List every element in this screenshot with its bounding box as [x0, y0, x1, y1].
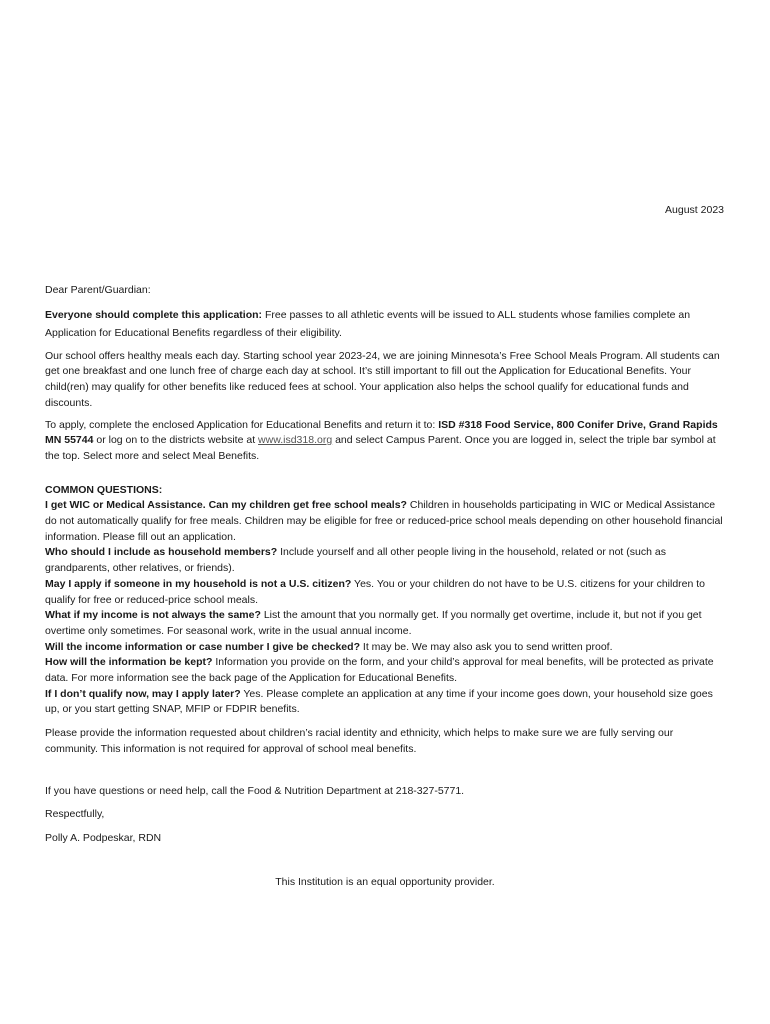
question-item	[45, 498, 725, 545]
question-text: If I don’t qualify now, may I apply later?	[45, 687, 241, 700]
district-website-link[interactable]: www.isd318.org	[258, 434, 333, 447]
apply-address: ISD #318 Food Service, 800 Conifer Drive, Grand Rapids MN 55744	[45, 418, 718, 447]
question-text: I get WIC or Medical Assistance. Can my children get free school meals?	[45, 499, 407, 512]
apply-text-3: and select Campus Parent. Once you are logged in, select the triple bar symbol at the top. Select more and select Meal Benefits.	[45, 434, 716, 462]
apply-text-1: To apply, complete the enclosed Application for Educational Benefits and return it to:	[45, 418, 439, 431]
question-item	[45, 640, 725, 656]
intro-paragraph	[45, 306, 725, 343]
intro-bold: Everyone should complete this application:	[45, 308, 263, 321]
question-item	[45, 545, 725, 576]
question-text: May I apply if someone in my household is not a U.S. citizen?	[45, 577, 352, 590]
intro-text: Free passes to all athletic events will be issued to ALL students whose families complete an Application for Educational Benefits regardless of their eligibility.	[45, 308, 691, 340]
meals-paragraph: Our school offers healthy meals each day. Starting school year 2023-24, we are joining Minnesota’s Free School Meals Program. All students can get one breakfast and one lunch free of charge each day at school. It’s still important to fill out the Application for Educational Benefits. Your child(ren) may qualify for other benefits like reduced fees at school. Your application also helps the school qualify for educational funds and discounts.	[45, 349, 720, 409]
question-text: Who should I include as household members?	[45, 546, 278, 559]
question-item	[45, 655, 725, 686]
answer-text: Yes. Please complete an application at any time if your income goes down, your household size goes up, or you start getting SNAP, MFIP or FDPIR benefits.	[45, 687, 713, 716]
question-item	[45, 608, 725, 639]
answer-text: List the amount that you normally get. If you normally get overtime, include it, but not if you get overtime only sometimes. For seasonal work, write in the usual annual income.	[45, 609, 702, 637]
answer-text: Children in households participating in WIC or Medical Assistance do not automatically qualify for free meals. Children may be eligible for free or reduced-price school meals depending on other household financial information. Please fill out an application.	[45, 499, 723, 543]
signature: Polly A. Podpeskar, RDN	[45, 831, 162, 844]
apply-text-2: or log on to the districts website at	[93, 434, 259, 447]
answer-text: Information you provide on the form, and your child’s approval for meal benefits, will be protected as private data. For more information see the back page of the Application for Educational Benefits.	[45, 656, 714, 685]
letter-date: August 2023	[665, 204, 724, 216]
race-ethnicity-paragraph: Please provide the information requested about children’s racial identity and ethnicity, which helps to make sure we are fully serving our community. This information is not required for approval of school meal benefits.	[45, 727, 674, 755]
apply-paragraph	[45, 418, 725, 465]
answer-text: It may be. We may also ask you to send written proof.	[359, 640, 613, 653]
question-item	[45, 577, 725, 608]
question-text: Will the income information or case number I give be checked?	[45, 640, 360, 653]
answer-text: Yes. You or your children do not have to be U.S. citizens for your children to qualify for free or reduced-price school meals.	[45, 577, 706, 606]
question-text: What if my income is not always the same?	[45, 609, 261, 622]
equal-opportunity-footer: This Institution is an equal opportunity provider.	[275, 876, 495, 888]
answer-text: Include yourself and all other people living in the household, related or not (such as grandparents, other relatives, or friends).	[45, 546, 666, 575]
question-text: How will the information be kept?	[45, 656, 213, 669]
question-item	[45, 687, 725, 718]
questions-heading: COMMON QUESTIONS:	[45, 483, 163, 496]
letter-body	[45, 283, 725, 847]
closing: Respectfully,	[45, 808, 105, 821]
contact-paragraph: If you have questions or need help, call the Food & Nutrition Department at 218-327-5771.	[45, 784, 465, 797]
salutation: Dear Parent/Guardian:	[45, 284, 151, 296]
